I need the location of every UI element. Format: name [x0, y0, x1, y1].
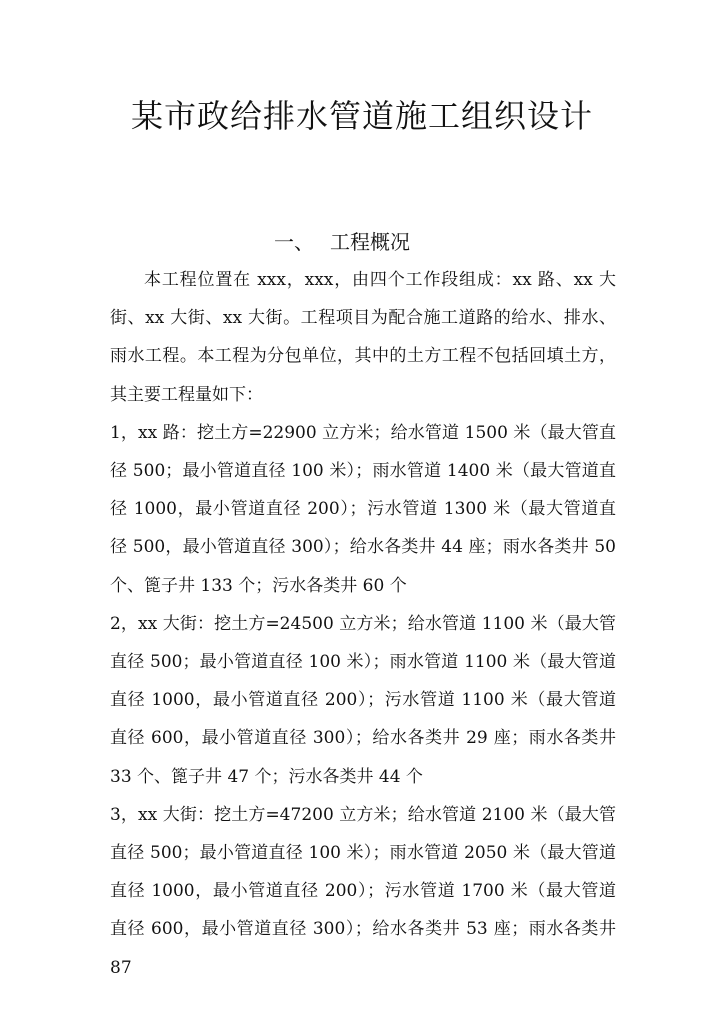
- section-heading: [274, 226, 410, 258]
- paragraph-item-1: 1，xx 路：挖土方=22900 立方米；给水管道 1500 米（最大管直径 500；最小管道直径 100 米）；雨水管道 1400 米（最大管道直径 1000，最小管道直径 200）；污水管道 1300 米（最大管道直径 500，最小管道直径 300）；给水各类井 44 座；雨水各类井 50 个、篦子井 133 个；污水各类井 60 个: [110, 422, 616, 596]
- section-heading-text: 工程概况: [330, 230, 410, 254]
- body-text: [110, 261, 616, 987]
- paragraph-overview: 本工程位置在 xxx，xxx，由四个工作段组成：xx 路、xx 大街、xx 大街、xx 大街。工程项目为配合施工道路的给水、排水、雨水工程。本工程为分包单位，其中的土方工程不包括回填土方，其主要工程量如下：: [110, 270, 616, 405]
- paragraph-item-3: 3，xx 大街：挖土方=47200 立方米；给水管道 2100 米（最大管直径 500；最小管道直径 100 米）；雨水管道 2050 米（最大管道直径 1000，最小管道直径 200）；污水管道 1700 米（最大管道直径 600，最小管道直径 300）；给水各类井 53 座；雨水各类井 87: [110, 804, 616, 978]
- paragraph-item-2: 2，xx 大街：挖土方=24500 立方米；给水管道 1100 米（最大管直径 500；最小管道直径 100 米）；雨水管道 1100 米（最大管道直径 1000，最小管道直径 200）；污水管道 1100 米（最大管道直径 600，最小管道直径 300）；给水各类井 29 座；雨水各类井 33 个、篦子井 47 个；污水各类井 44 个: [110, 613, 616, 787]
- section-number: 一、: [274, 230, 314, 254]
- document-title: 某市政给排水管道施工组织设计: [130, 97, 593, 135]
